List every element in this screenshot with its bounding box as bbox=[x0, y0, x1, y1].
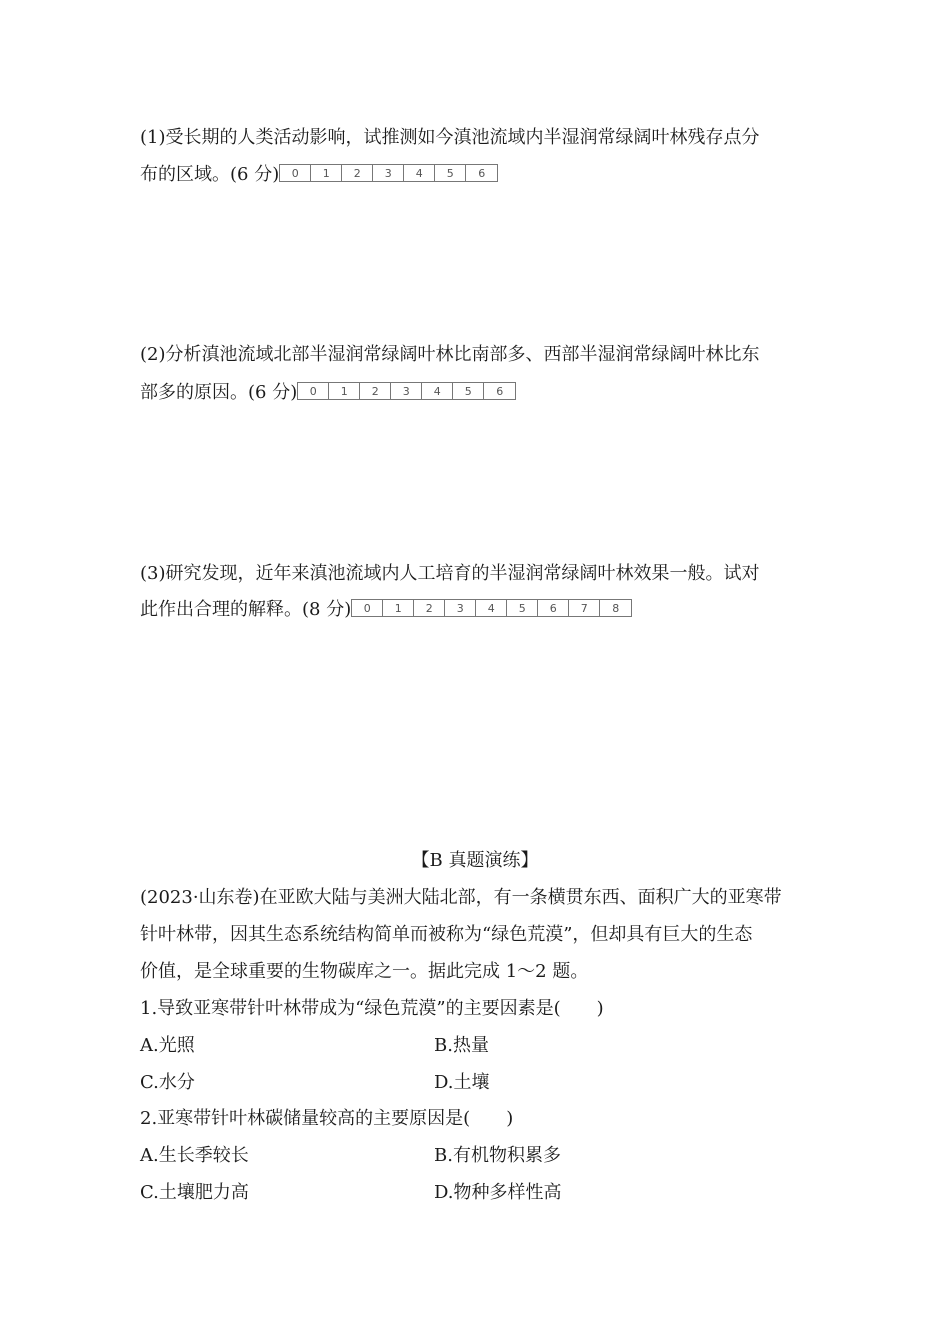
score-cell: 6 bbox=[478, 167, 486, 180]
score-cell: 4 bbox=[422, 383, 453, 399]
score-cell: 5 bbox=[507, 600, 538, 616]
score-cell: 0 bbox=[352, 600, 383, 616]
q3-score-box bbox=[351, 599, 632, 617]
q2-text-line1: (2)分析滇池流域北部半湿润常绿阔叶林比南部多、西部半湿润常绿阔叶林比东 bbox=[140, 344, 760, 365]
q1-score-box bbox=[279, 164, 498, 182]
score-cell: 3 bbox=[373, 165, 404, 181]
q3-text-line2 bbox=[140, 598, 632, 622]
score-cell: 1 bbox=[329, 383, 360, 399]
q1-text-line2 bbox=[140, 163, 498, 187]
section-b-intro-line3: 价值，是全球重要的生物碳库之一。据此完成 1～2 题。 bbox=[140, 961, 589, 982]
score-cell: 3 bbox=[445, 600, 476, 616]
score-cell: 4 bbox=[404, 165, 435, 181]
score-cell: 2 bbox=[414, 600, 445, 616]
score-cell: 4 bbox=[476, 600, 507, 616]
mc2-option-b[interactable]: B.有机物积累多 bbox=[434, 1145, 561, 1166]
score-cell: 8 bbox=[612, 602, 620, 615]
score-cell: 2 bbox=[342, 165, 373, 181]
q1-prompt: 布的区域。(6 分) bbox=[140, 164, 280, 185]
mc2-stem: 2.亚寒带针叶林碳储量较高的主要原因是( ) bbox=[140, 1108, 514, 1129]
mc1-option-c[interactable]: C.水分 bbox=[140, 1072, 195, 1093]
score-cell: 0 bbox=[280, 165, 311, 181]
q3-text-line1: (3)研究发现，近年来滇池流域内人工培育的半湿润常绿阔叶林效果一般。试对 bbox=[140, 563, 760, 584]
q2-score-box bbox=[297, 382, 516, 400]
score-cell: 1 bbox=[383, 600, 414, 616]
score-cell: 1 bbox=[311, 165, 342, 181]
score-cell: 6 bbox=[496, 385, 504, 398]
mc2-option-a[interactable]: A.生长季较长 bbox=[140, 1145, 249, 1166]
q2-prompt: 部多的原因。(6 分) bbox=[140, 382, 298, 403]
section-b-intro-line2: 针叶林带，因其生态系统结构简单而被称为“绿色荒漠”，但却具有巨大的生态 bbox=[140, 924, 753, 945]
score-cell: 0 bbox=[298, 383, 329, 399]
q2-text-line2 bbox=[140, 381, 516, 405]
mc1-option-b[interactable]: B.热量 bbox=[434, 1035, 489, 1056]
q3-prompt: 此作出合理的解释。(8 分) bbox=[140, 599, 352, 620]
score-cell: 7 bbox=[569, 600, 600, 616]
score-cell: 2 bbox=[360, 383, 391, 399]
mc1-option-d[interactable]: D.土壤 bbox=[434, 1072, 490, 1093]
mc1-stem: 1.导致亚寒带针叶林带成为“绿色荒漠”的主要因素是( ) bbox=[140, 998, 604, 1019]
score-cell: 5 bbox=[435, 165, 466, 181]
section-b-intro-line1: (2023·山东卷)在亚欧大陆与美洲大陆北部，有一条横贯东西、面积广大的亚寒带 bbox=[140, 887, 782, 908]
score-cell: 3 bbox=[391, 383, 422, 399]
mc2-option-c[interactable]: C.土壤肥力高 bbox=[140, 1182, 249, 1203]
mc2-option-d[interactable]: D.物种多样性高 bbox=[434, 1182, 562, 1203]
mc1-option-a[interactable]: A.光照 bbox=[140, 1035, 195, 1056]
section-b-title: 【B 真题演练】 bbox=[411, 850, 539, 871]
q1-text-line1: (1)受长期的人类活动影响，试推测如今滇池流域内半湿润常绿阔叶林残存点分 bbox=[140, 127, 760, 148]
score-cell: 5 bbox=[453, 383, 484, 399]
score-cell: 6 bbox=[538, 600, 569, 616]
